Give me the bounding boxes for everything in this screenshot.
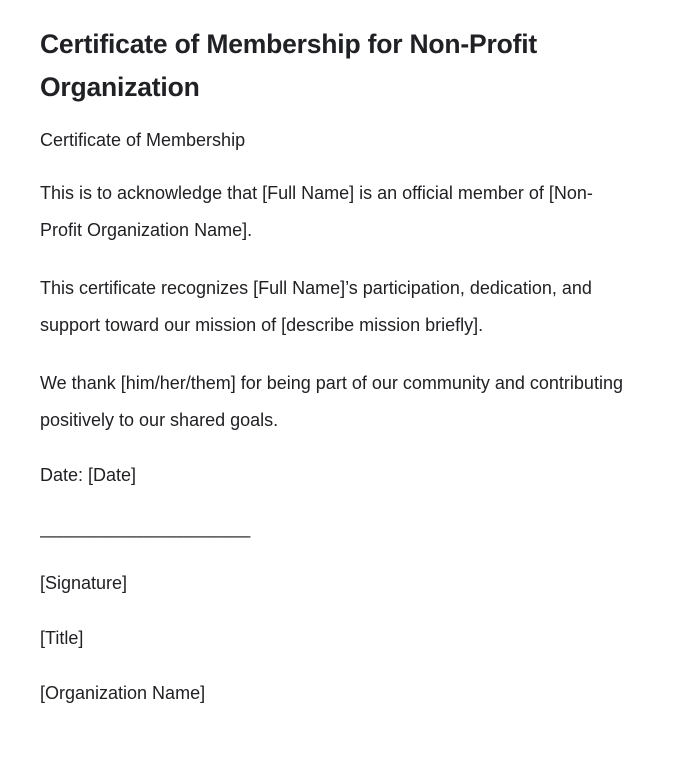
date-line: Date: [Date] <box>40 465 137 485</box>
paragraph-acknowledgement: This is to acknowledge that [Full Name] is an official member of [Non-Profit Organization Name]. <box>40 183 593 240</box>
signature-rule: _____________________ <box>40 518 251 538</box>
title-placeholder: [Title] <box>40 628 84 648</box>
signature-placeholder: [Signature] <box>40 573 128 593</box>
paragraph-recognition: This certificate recognizes [Full Name]’s participation, dedication, and support toward our mission of [describe mission briefly]. <box>40 278 592 335</box>
document-body <box>40 0 626 712</box>
document-subtitle: Certificate of Membership <box>40 130 246 150</box>
paragraph-thanks: We thank [him/her/them] for being part of our community and contributing positively to our shared goals. <box>40 373 623 430</box>
organization-placeholder: [Organization Name] <box>40 683 206 703</box>
page-title: Certificate of Membership for Non-Profit Organization <box>40 29 538 102</box>
